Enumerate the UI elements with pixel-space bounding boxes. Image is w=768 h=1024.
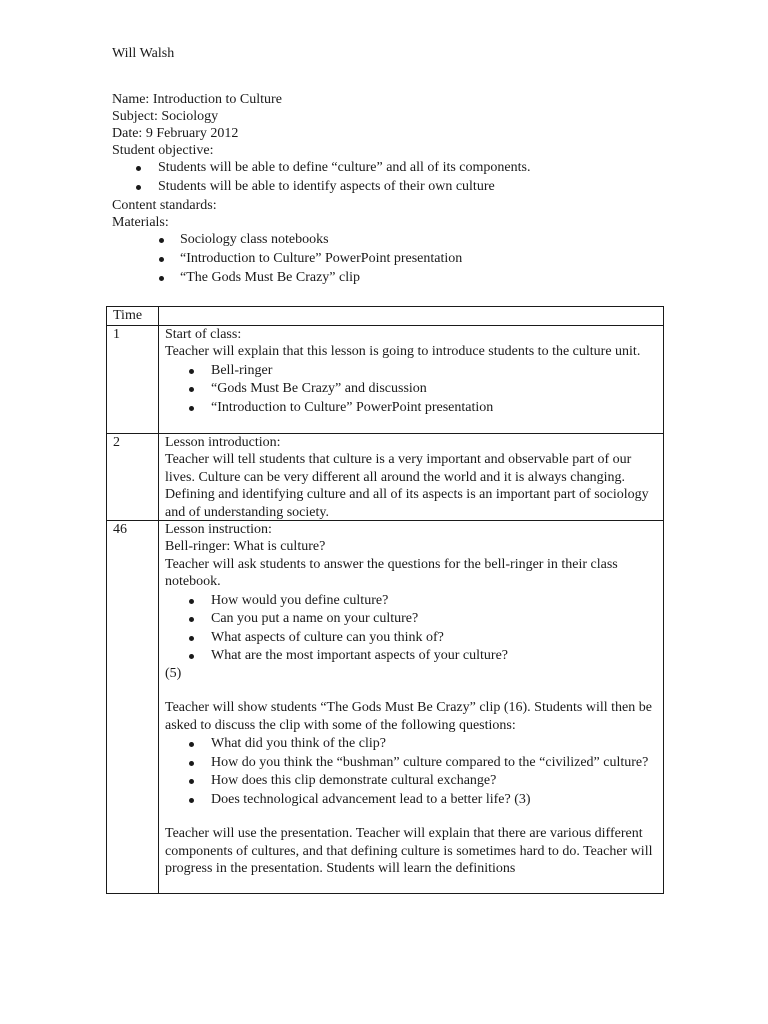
lesson-date: Date: 9 February 2012 [112,126,239,141]
bell-ringer-questions [165,592,657,665]
activity-cell [159,520,664,893]
list-item: How does this clip demonstrate cultural exchange? [165,772,657,790]
list-item: What aspects of culture can you think of? [165,629,657,647]
objective-label: Student objective: [112,143,214,158]
materials-list [112,231,672,288]
table-row [107,325,664,433]
list-item: Students will be able to identify aspects of their own culture [112,178,672,197]
lesson-header [112,91,672,288]
author-name: Will Walsh [112,46,175,61]
time-column-header: Time [107,307,159,326]
objective-list [112,159,672,197]
list-item: Can you put a name on your culture? [165,610,657,628]
bell-ringer-time: (5) [165,665,182,681]
list-item: How do you think the “bushman” culture compared to the “civilized” culture? [165,754,657,772]
materials-label: Materials: [112,215,169,230]
activity-column-header [159,307,664,326]
time-cell: 2 [107,433,159,520]
lesson-plan-table [106,306,664,894]
clip-questions [165,735,657,808]
lesson-subject: Subject: Sociology [112,109,219,124]
list-item: Sociology class notebooks [112,231,672,250]
table-header-row [107,307,664,326]
row-bullets [165,362,657,417]
list-item: “Introduction to Culture” PowerPoint presentation [112,250,672,269]
row-text: Teacher will ask students to answer the questions for the bell-ringer in their class notebook. [165,556,618,589]
bell-ringer-title: Bell-ringer: What is culture? [165,539,326,554]
list-item: What did you think of the clip? [165,735,657,753]
row-text: Teacher will show students “The Gods Must Be Crazy” clip (16). Students will then be asked to discuss the clip with some of the following questions: [165,700,652,733]
list-item: “Gods Must Be Crazy” and discussion [165,380,657,398]
list-item: “The Gods Must Be Crazy” clip [112,269,672,288]
row-heading: Lesson introduction: [165,434,281,450]
standards-label: Content standards: [112,198,217,213]
row-heading: Lesson instruction: [165,521,272,537]
list-item: What are the most important aspects of your culture? [165,647,657,665]
lesson-name: Name: Introduction to Culture [112,92,282,107]
table-row [107,520,664,893]
time-cell: 1 [107,325,159,433]
table-row [107,433,664,520]
list-item: “Introduction to Culture” PowerPoint presentation [165,399,657,417]
row-text: Teacher will tell students that culture is a very important and observable part of our lives. Culture can be very different all around the world and it is always changing. Defining and identifying culture and all of its aspects is an important part of sociology and of understanding society. [165,452,649,520]
list-item: Does technological advancement lead to a better life? (3) [165,791,657,809]
list-item: Students will be able to define “culture” and all of its components. [112,159,672,178]
row-text: Teacher will use the presentation. Teacher will explain that there are various different components of cultures, and that defining culture is sometimes hard to do. Teacher will progress in the presentation. Students will learn the definitions [165,826,653,876]
list-item: Bell-ringer [165,362,657,380]
activity-cell [159,433,664,520]
activity-cell [159,325,664,433]
time-cell: 46 [107,520,159,893]
list-item: How would you define culture? [165,592,657,610]
row-text: Teacher will explain that this lesson is going to introduce students to the culture unit. [165,344,641,359]
row-heading: Start of class: [165,326,242,342]
